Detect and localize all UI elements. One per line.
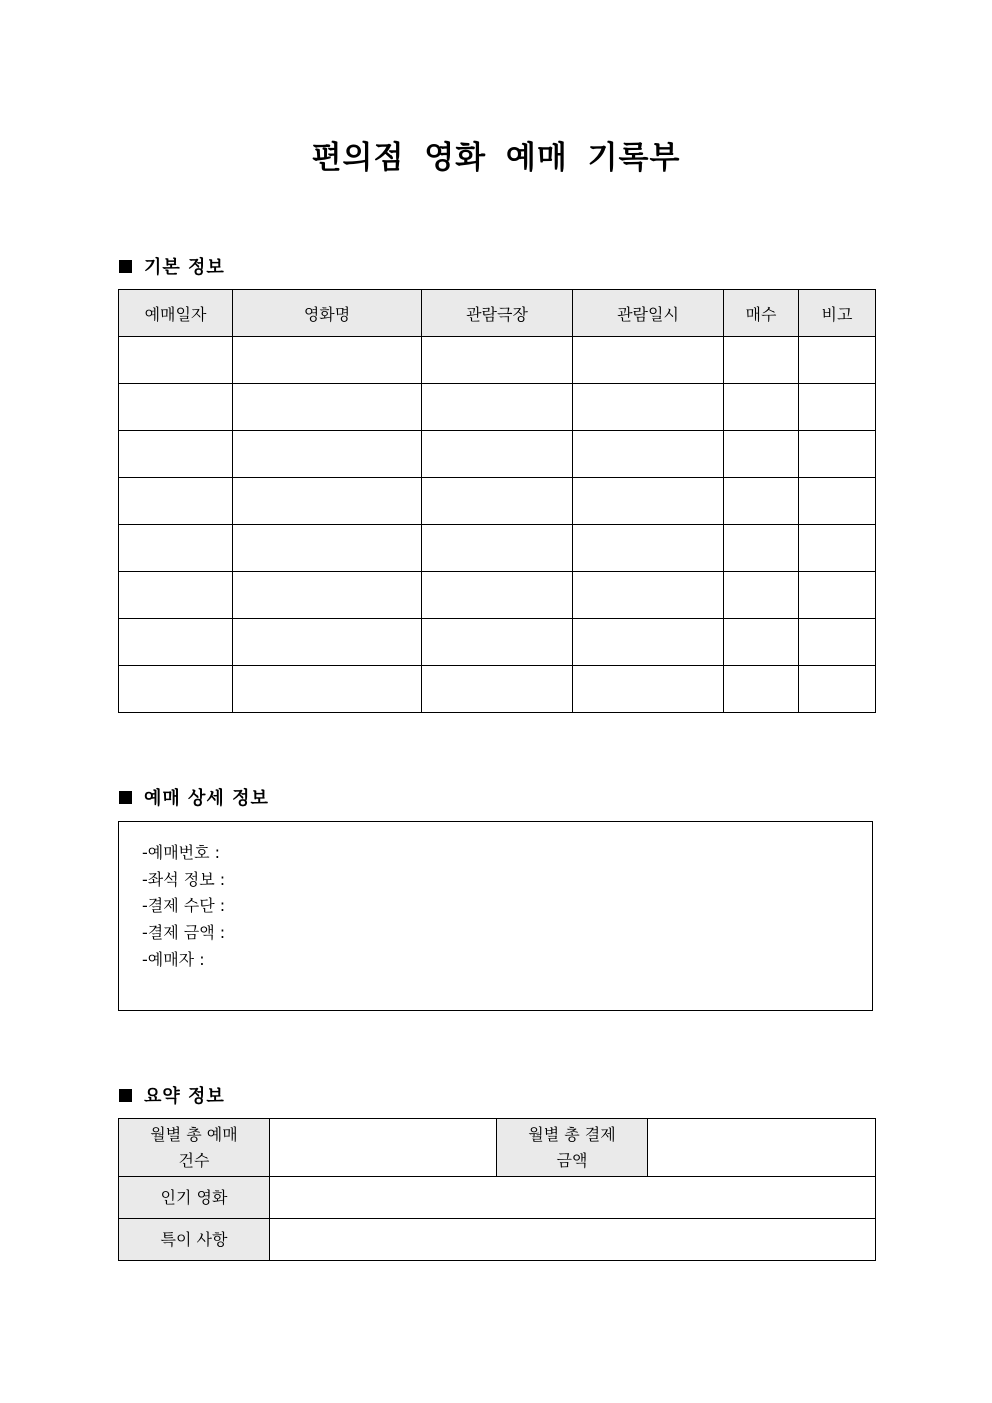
header-theater: 관람극장	[422, 290, 573, 337]
table-cell	[573, 525, 724, 572]
table-cell	[422, 666, 573, 713]
table-cell	[724, 619, 799, 666]
table-cell	[799, 337, 876, 384]
summary-row-monthly	[119, 1119, 876, 1177]
header-reservation-date: 예매일자	[119, 290, 233, 337]
summary-table	[118, 1118, 876, 1261]
header-ticket-count: 매수	[724, 290, 799, 337]
table-cell	[799, 478, 876, 525]
table-cell	[119, 666, 233, 713]
table-cell	[573, 572, 724, 619]
table-cell	[119, 384, 233, 431]
table-cell	[233, 337, 422, 384]
table-cell	[724, 384, 799, 431]
table-cell	[799, 384, 876, 431]
table-cell	[422, 525, 573, 572]
detail-reservation-number: -예매번호 :	[142, 843, 221, 862]
monthly-count-label-line2: 건수	[178, 1150, 210, 1170]
monthly-count-label-line1: 월별 총 예매	[150, 1124, 238, 1144]
monthly-amount-label-line1: 월별 총 결제	[528, 1124, 616, 1144]
monthly-amount-label-line2: 금액	[556, 1150, 588, 1170]
table-cell	[799, 666, 876, 713]
table-cell	[422, 572, 573, 619]
table-cell	[233, 384, 422, 431]
table-cell	[573, 431, 724, 478]
table-cell	[233, 478, 422, 525]
table-cell	[724, 572, 799, 619]
table-cell	[573, 619, 724, 666]
square-bullet-icon	[119, 1089, 132, 1102]
reservation-detail-box	[118, 821, 873, 1011]
table-cell	[799, 525, 876, 572]
table-cell	[573, 478, 724, 525]
table-header-row	[119, 290, 876, 337]
table-cell	[422, 478, 573, 525]
notes-value	[270, 1219, 876, 1261]
page-title: 편의점 영화 예매 기록부	[311, 140, 681, 176]
detail-payment-amount: -결제 금액 :	[142, 923, 226, 943]
popular-movie-value	[270, 1177, 876, 1219]
table-row	[119, 337, 876, 384]
table-row	[119, 525, 876, 572]
popular-movie-label: 인기 영화	[119, 1177, 270, 1219]
table-cell	[233, 431, 422, 478]
table-row	[119, 619, 876, 666]
table-cell	[724, 525, 799, 572]
table-cell	[422, 619, 573, 666]
section-heading-summary	[119, 1082, 225, 1108]
summary-row-notes	[119, 1219, 876, 1261]
table-cell	[422, 337, 573, 384]
table-cell	[233, 525, 422, 572]
detail-booker: -예매자 :	[142, 949, 205, 969]
table-cell	[119, 337, 233, 384]
table-cell	[799, 431, 876, 478]
table-row	[119, 431, 876, 478]
section-heading-basic	[119, 253, 225, 279]
table-cell	[799, 619, 876, 666]
detail-payment-method: -결제 수단 :	[142, 896, 226, 916]
table-cell	[724, 431, 799, 478]
monthly-count-value	[270, 1119, 497, 1177]
table-cell	[724, 666, 799, 713]
table-cell	[233, 619, 422, 666]
table-cell	[233, 572, 422, 619]
square-bullet-icon	[119, 791, 132, 804]
header-showtime: 관람일시	[573, 290, 724, 337]
table-cell	[724, 337, 799, 384]
notes-label: 특이 사항	[119, 1219, 270, 1261]
table-cell	[573, 384, 724, 431]
basic-info-table	[118, 289, 876, 713]
section-heading-detail	[119, 784, 269, 810]
table-cell	[422, 431, 573, 478]
table-cell	[119, 525, 233, 572]
table-cell	[799, 572, 876, 619]
square-bullet-icon	[119, 260, 132, 273]
table-row	[119, 572, 876, 619]
table-cell	[422, 384, 573, 431]
table-cell	[119, 478, 233, 525]
section-heading-detail-label: 예매 상세 정보	[144, 788, 269, 809]
table-cell	[233, 666, 422, 713]
table-cell	[119, 572, 233, 619]
section-heading-summary-label: 요약 정보	[144, 1086, 225, 1107]
header-movie-title: 영화명	[233, 290, 422, 337]
summary-row-popular	[119, 1177, 876, 1219]
section-heading-basic-label: 기본 정보	[144, 257, 225, 278]
monthly-amount-value	[648, 1119, 876, 1177]
table-cell	[573, 337, 724, 384]
monthly-count-label	[119, 1119, 270, 1177]
table-cell	[573, 666, 724, 713]
table-row	[119, 666, 876, 713]
table-row	[119, 384, 876, 431]
detail-seat-info: -좌석 정보 :	[142, 869, 226, 889]
table-row	[119, 478, 876, 525]
table-cell	[119, 431, 233, 478]
monthly-amount-label	[497, 1119, 648, 1177]
table-cell	[724, 478, 799, 525]
header-remarks: 비고	[799, 290, 876, 337]
table-cell	[119, 619, 233, 666]
